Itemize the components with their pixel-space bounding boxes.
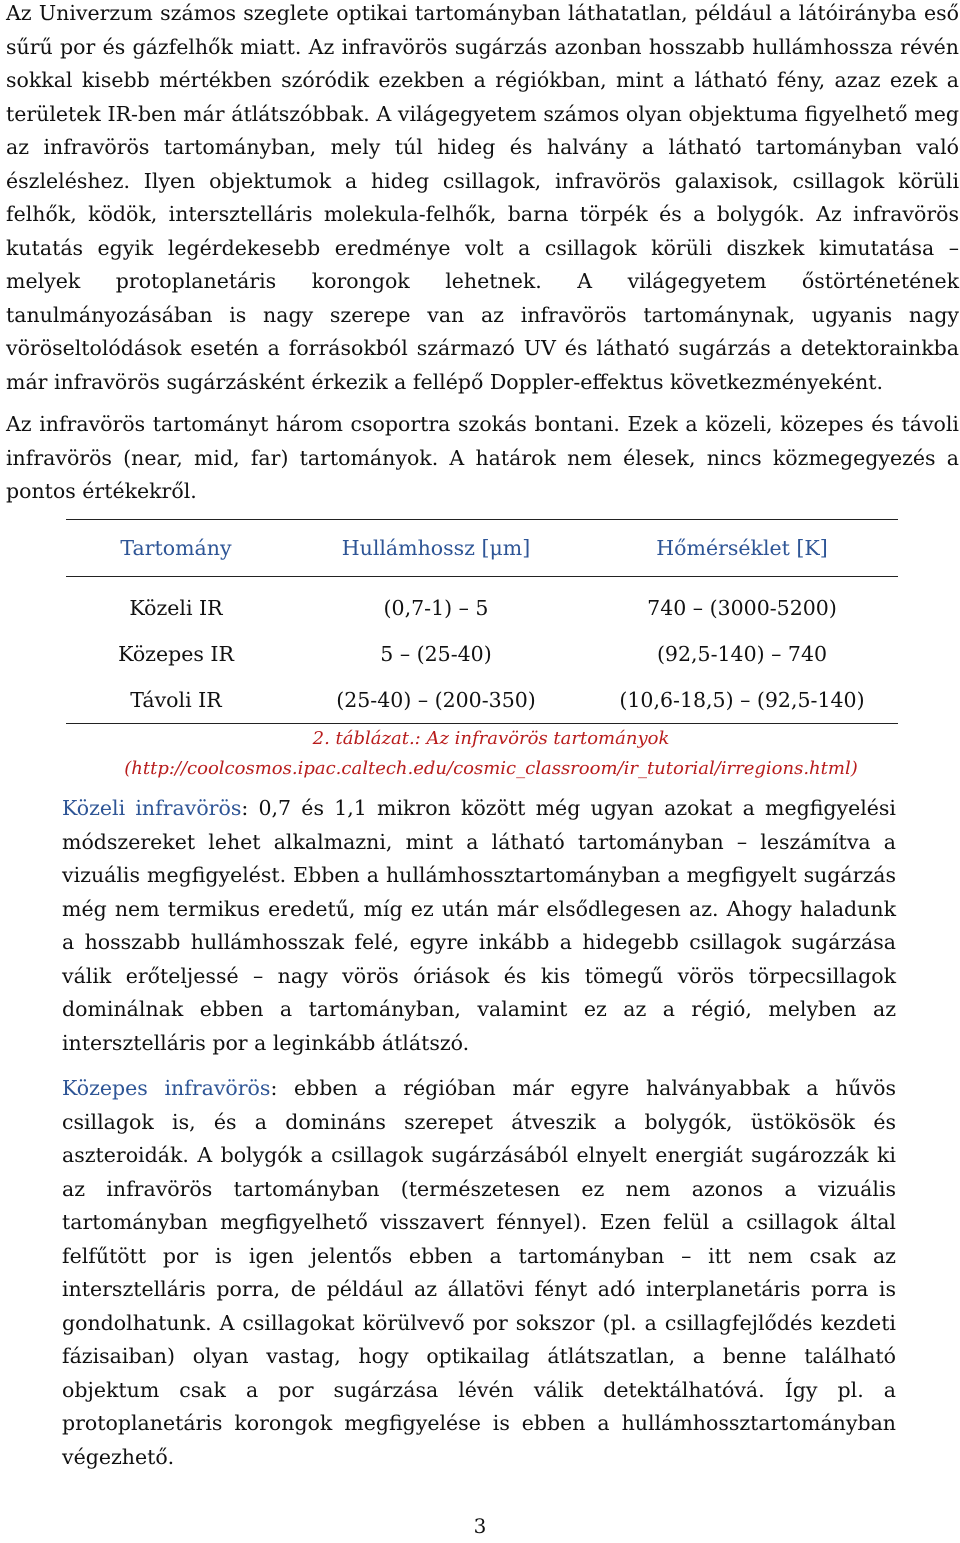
cell-range: Távoli IR [130, 688, 222, 712]
mid-ir-term: Közepes infravörös [62, 1076, 271, 1100]
ir-ranges-table-container [66, 519, 898, 724]
near-ir-text: : 0,7 és 1,1 mikron között még ugyan azokat a megfigyelési módszereket lehet alkalmazni, mint a látható tartományban – leszámítva a vizuális megfigyelést. Ebben a hullámhossztartományban a megfigyelt sugárzás még nem termikus eredetű, míg ez után már elsődlegesen az. Ahogy haladunk a hosszabb hullámhosszak felé, egyre inkább a hidegebb csillagok sugárzása válik erőteljessé – nagy vörös óriások és kis tömegű vörös törpecsillagok dominálnak ebben a tartományban, valamint ez az a régió, melyben az intersztelláris por a leginkább átlátszó. [62, 796, 896, 1055]
cell-range: Közeli IR [129, 596, 223, 620]
table-caption-title: 2. táblázat.: Az infravörös tartományok [312, 728, 670, 749]
cell-wavelength: (25-40) – (200-350) [336, 688, 536, 712]
table-caption [66, 724, 916, 784]
mid-ir-text: : ebben a régióban már egyre halványabbak a hűvös csillagok is, és a domináns szerepet átveszik a bolygók, üstökösök és aszteroidák. A bolygók a csillagok sugárzásából elnyelt energiát sugározzák ki az infravörös tartományban (természetesen ez nem azonos a vizuális tartományban megfigyelhető visszavert fénnyel). Ezen felül a csillagok által felfűtött por is igen jelentős ebben a tartományban – itt nem csak az intersztelláris porra, de például az állatövi fényt adó interplanetáris porra is gondolhatunk. A csillagokat körülvevő por sokszor (pl. a csillagfejlődés kezdeti fázisaiban) olyan vastag, hogy optikailag átlátszatlan, a benne található objektum csak a por sugárzása lévén válik detektálhatóvá. Így pl. a protoplanetáris korongok megfigyelése is ebben a hullámhossztartományban végezhető. [62, 1076, 896, 1469]
ir-ranges-table [66, 519, 898, 724]
table-header-row [66, 520, 898, 577]
cell-temperature: 740 – (3000-5200) [647, 596, 837, 620]
mid-ir-paragraph [62, 1072, 896, 1474]
table-caption-source-link[interactable]: (http://coolcosmos.ipac.caltech.edu/cosmic_classroom/ir_tutorial/irregions.html) [124, 758, 858, 779]
table-row [66, 677, 898, 724]
header-temperature: Hőmérséklet [K] [656, 536, 828, 560]
cell-wavelength: 5 – (25-40) [380, 642, 492, 666]
table-row [66, 577, 898, 632]
cell-range: Közepes IR [118, 642, 234, 666]
intro-paragraph: Az Univerzum számos szeglete optikai tartományban láthatatlan, például a látóirányba eső sűrű por és gázfelhők miatt. Az infravörös sugárzás azonban hosszabb hullámhossza révén sokkal kisebb mértékben szóródik ezekben a régiókban, mint a látható fény, azaz ezek a területek IR-ben már átlátszóbbak. A világegyetem számos olyan objektuma figyelhető meg az infravörös tartományban, mely túl hideg és halvány a látható tartományban való észleléshez. Ilyen objektumok a hideg csillagok, infravörös galaxisok, csillagok körüli felhők, ködök, intersztelláris molekula-felhők, barna törpék és a bolygók. Az infravörös kutatás egyik legérdekesebb eredménye volt a csillagok körüli diszkek kimutatása – melyek protoplanetáris korongok lehetnek. A világegyetem őstörténetének tanulmányozásában is nagy szerepe van az infravörös tartománynak, ugyanis nagy vöröseltolódások esetén a forrásokból származó UV és látható sugárzás a detektorainkba már infravörös sugárzásként érkezik a fellépő Doppler-effektus következményeként. [6, 1, 959, 394]
table-row [66, 631, 898, 677]
cell-temperature: (10,6-18,5) – (92,5-140) [619, 688, 865, 712]
cell-wavelength: (0,7-1) – 5 [383, 596, 489, 620]
near-ir-paragraph [62, 792, 896, 1060]
page-number: 3 [473, 1514, 487, 1538]
header-wavelength: Hullámhossz [μm] [341, 536, 531, 560]
header-range: Tartomány [120, 536, 232, 560]
cell-temperature: (92,5-140) – 740 [656, 642, 828, 666]
near-ir-term: Közeli infravörös [62, 796, 242, 820]
ir-groups-paragraph: Az infravörös tartományt három csoportra szokás bontani. Ezek a közeli, közepes és távoli infravörös (near, mid, far) tartományok. A határok nem élesek, nincs közmegegyezés a pontos értékekről. [6, 412, 959, 503]
